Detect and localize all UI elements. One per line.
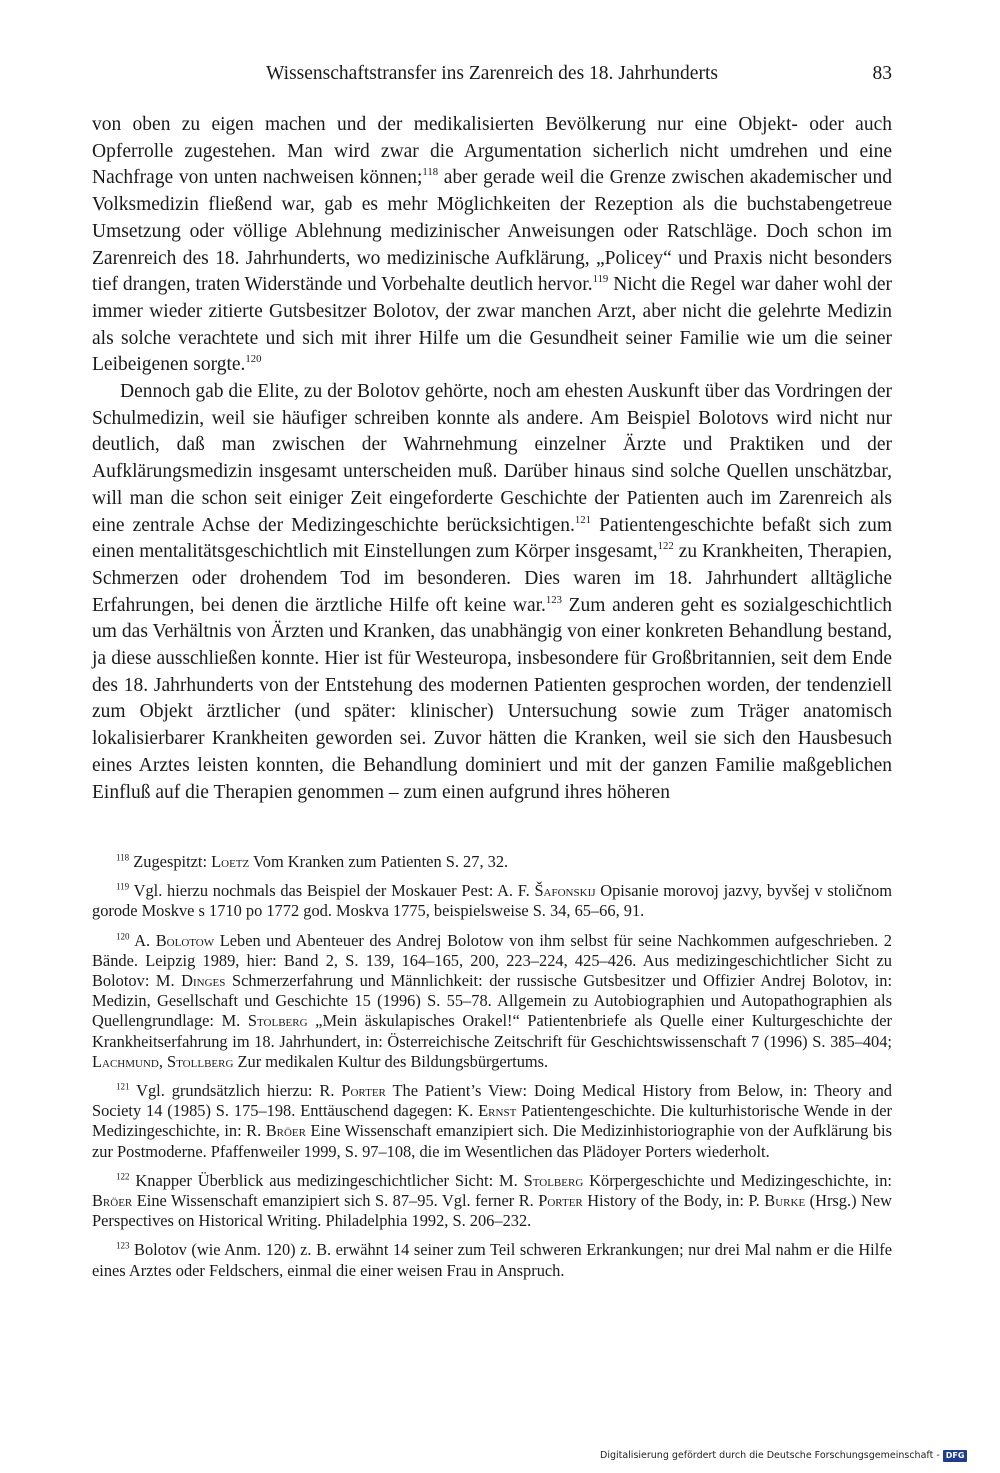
author-name: Lachmund, Stollberg (92, 1051, 234, 1071)
text-run: Patientengeschichte befaßt sich zum einen mentalitätsgeschichtlich mit Einstellungen zum Körper insgesamt, (92, 514, 892, 563)
footnote-122 (92, 1171, 892, 1232)
footnote-text: Vom Kranken zum Patienten S. 27, 32. (249, 852, 509, 871)
footnote-number: 123 (116, 1240, 130, 1251)
footnote-119 (92, 881, 892, 921)
footnote-text: History of the Body, in: P. (582, 1191, 765, 1211)
footnote-ref-118[interactable]: 118 (422, 166, 439, 179)
footnote-text: Körpergeschichte und Medizingeschichte, in: (583, 1170, 892, 1190)
author-name: Bolotow (155, 930, 215, 950)
footnote-number: 118 (116, 852, 130, 863)
footnote-text: Opisanie morovoj jazvy, byvšej v stoličnom gorode Moskve s 1710 po 1772 god. Moskva 1775, beispielsweise S. 34, 65–66, 91. (92, 881, 892, 921)
footnote-number: 119 (116, 881, 130, 892)
footnote-text: A. (129, 930, 156, 950)
author-name: Porter (341, 1081, 386, 1101)
footnote-118 (92, 852, 892, 872)
credit-text: Digitalisierung gefördert durch die Deutsche Forschungsgemeinschaft - (600, 1450, 940, 1461)
running-title: Wissenschaftstransfer ins Zarenreich des 18. Jahrhunderts (266, 63, 718, 84)
text-run: aber gerade weil die Grenze zwischen akademischer und Volksmedizin fließend war, gab es mehr Möglichkeiten der Rezeption als die buchstabengetreue Umsetzung oder völlige Ablehnung medizinischer Anweisungen oder Ratschläge. Doch schon im Zarenreich des 18. Jahrhunderts, wo medizinische Aufklärung, „Policey“ und Praxis nicht besonders tief drangen, traten Widerstände und Vorbehalte deutlich hervor. (92, 167, 892, 296)
author-name: Šafonskij (534, 881, 596, 901)
author-name: Stolberg (523, 1170, 584, 1190)
footnote-text: Vgl. hierzu nochmals das Beispiel der Moskauer Pest: A. F. (129, 881, 535, 901)
text-run: zu Krankheiten, Therapien, Schmerzen oder drohendem Tod im besonderen. Dies waren im 18. Jahrhundert alltägliche Erfahrungen, bei denen die ärztliche Hilfe oft keine war. (92, 541, 892, 616)
footnote-text: Zugespitzt: (129, 852, 212, 871)
author-name: Loetz (211, 852, 250, 871)
author-name: Burke (764, 1191, 806, 1211)
footnote-text: Leben und Abenteuer des Andrej Bolotow von ihm selbst für seine Nachkommen aufgeschrieben. 2 Bände. Leipzig 1989, hier: Band 2, S. 139, 164–165, 200, 223–224, 425–426. Aus medizingeschichtlicher Sicht zu Bolotov: M. (92, 930, 892, 991)
footnotes (92, 852, 892, 1290)
footnote-text: Patientengeschichte. Die kulturhistorische Wende in der Medizingeschichte, in: R. (92, 1101, 892, 1141)
footnote-number: 121 (116, 1081, 130, 1092)
footnote-ref-122[interactable]: 122 (657, 540, 674, 553)
footnote-text: Zur medikalen Kultur des Bildungsbürgertums. (233, 1051, 549, 1071)
author-name: Stolberg (247, 1011, 308, 1031)
text-run: Dennoch gab die Elite, zu der Bolotov gehörte, noch am ehesten Auskunft über das Vordringen der Schulmedizin, weil sie häufiger schreiben konnte als andere. Am Beispiel Bolotovs wird nicht nur deutlich, daß man zwischen der Wahrnehmung einzelner Ärzte und Praktiken und der Aufklärungsmedizin insgesamt unterscheiden muß. Darüber hinaus sind solche Quellen unschätzbar, will man die schon seit einiger Zeit eingeforderte Geschichte der Patienten auch im Zarenreich als eine zentrale Achse der Medizingeschichte berücksichtigen. (92, 381, 892, 536)
footnote-ref-123[interactable]: 123 (545, 593, 562, 606)
text-run: Nicht die Regel war daher wohl der immer wieder zitierte Gutsbesitzer Bolotov, der zwar manchen Arzt, aber nicht die gelehrte Medizin als solche verachtete und sich mit ihrer Hilfe um die Gesundheit seiner Familie wie um die seiner Leibeigenen sorgte. (92, 274, 892, 376)
footnote-text: (Hrsg.) New Perspectives on Historical Writing. Philadelphia 1992, S. 206–232. (92, 1191, 892, 1231)
author-name: Porter (538, 1191, 583, 1211)
author-name: Dinges (181, 971, 226, 991)
footnote-text: Bolotov (wie Anm. 120) z. B. erwähnt 14 seiner zum Teil schweren Erkrankungen; nur drei Mal nahm er die Hilfe eines Arztes oder Feldschers, einmal die einer weisen Frau in Anspruch. (92, 1240, 892, 1280)
footnote-number: 120 (116, 930, 130, 941)
footnote-text: Schmerzerfahrung und Männlichkeit: der russische Gutsbesitzer und Offizier Andrej Bolotov, in: Medizin, Gesellschaft und Geschichte 15 (1996) S. 55–78. Allgemein zu Autobiographien und Autopathographien als Quellengrundlage: M. (92, 971, 892, 1031)
footnote-text: Vgl. grundsätzlich hierzu: R. (129, 1081, 342, 1101)
page-number: 83 (872, 63, 892, 84)
paragraph-1 (92, 112, 892, 379)
footnote-ref-119[interactable]: 119 (592, 273, 609, 286)
footnote-number: 122 (116, 1171, 130, 1182)
footnote-120 (92, 931, 892, 1072)
footnote-ref-121[interactable]: 121 (574, 513, 591, 526)
footnote-text: Knapper Überblick aus medizingeschichtlicher Sicht: M. (129, 1170, 524, 1190)
main-text (92, 112, 892, 806)
footnote-text: Eine Wissenschaft emanzipiert sich S. 87–95. Vgl. ferner R. (132, 1191, 539, 1211)
footnote-text: The Patient’s View: Doing Medical History from Below, in: Theory and Society 14 (1985) S. 175–198. Enttäuschend dagegen: K. (92, 1081, 893, 1121)
footnote-text: „Mein äskulapisches Orakel!“ Patientenbriefe als Quelle einer Kulturgeschichte der Krankheitserfahrung im 18. Jahrhundert, in: Österreichische Zeitschrift für Geschichtswissenschaft 7 (1996) S. 385–404; (92, 1011, 892, 1051)
author-name: Bröer (92, 1191, 133, 1211)
footnote-text: Eine Wissenschaft emanzipiert sich. Die Medizinhistoriographie von der Aufklärung bis zur Postmoderne. Pfaffenweiler 1999, S. 97–108, die im Wesentlichen das Plädoyer Porters wiederholt. (92, 1121, 892, 1161)
footnote-123 (92, 1240, 892, 1280)
footnote-121 (92, 1081, 892, 1162)
text-run: von oben zu eigen machen und der medikalisierten Bevölkerung nur eine Objekt- oder auch Opferrolle zugestehen. Man wird zwar die Argumentation sicherlich nicht umdrehen und eine Nachfrage von unten nachweisen können; (92, 114, 892, 189)
paragraph-2 (92, 379, 892, 806)
author-name: Bröer (265, 1121, 306, 1141)
author-name: Ernst (478, 1101, 517, 1121)
page-header (92, 62, 892, 96)
footnote-ref-120[interactable]: 120 (245, 353, 262, 366)
text-run: Zum anderen geht es sozialgeschichtlich um das Verhältnis von Ärzten und Kranken, das unabhängig von einer konkreten Behandlung bestand, ja diese ausschließen konnte. Hier ist für Westeuropa, insbesondere für Großbritannien, seit dem Ende des 18. Jahrhunderts von der Entstehung des modernen Patienten gesprochen worden, der tendenziell zum Objekt ärztlicher (und später: klinischer) Untersuchung sowie zum Träger anatomisch lokalisierbarer Krankheiten geworden sei. Zuvor hätten die Kranken, weil sie sich den Hausbesuch eines Arztes leisten konnten, die Behandlung dominiert und mit der ganzen Familie maßgeblichen Einfluß auf die Therapien genommen – zum einen aufgrund ihres höheren (92, 594, 892, 803)
digitization-credit (600, 1449, 992, 1463)
dfg-logo: DFG (943, 1450, 968, 1462)
